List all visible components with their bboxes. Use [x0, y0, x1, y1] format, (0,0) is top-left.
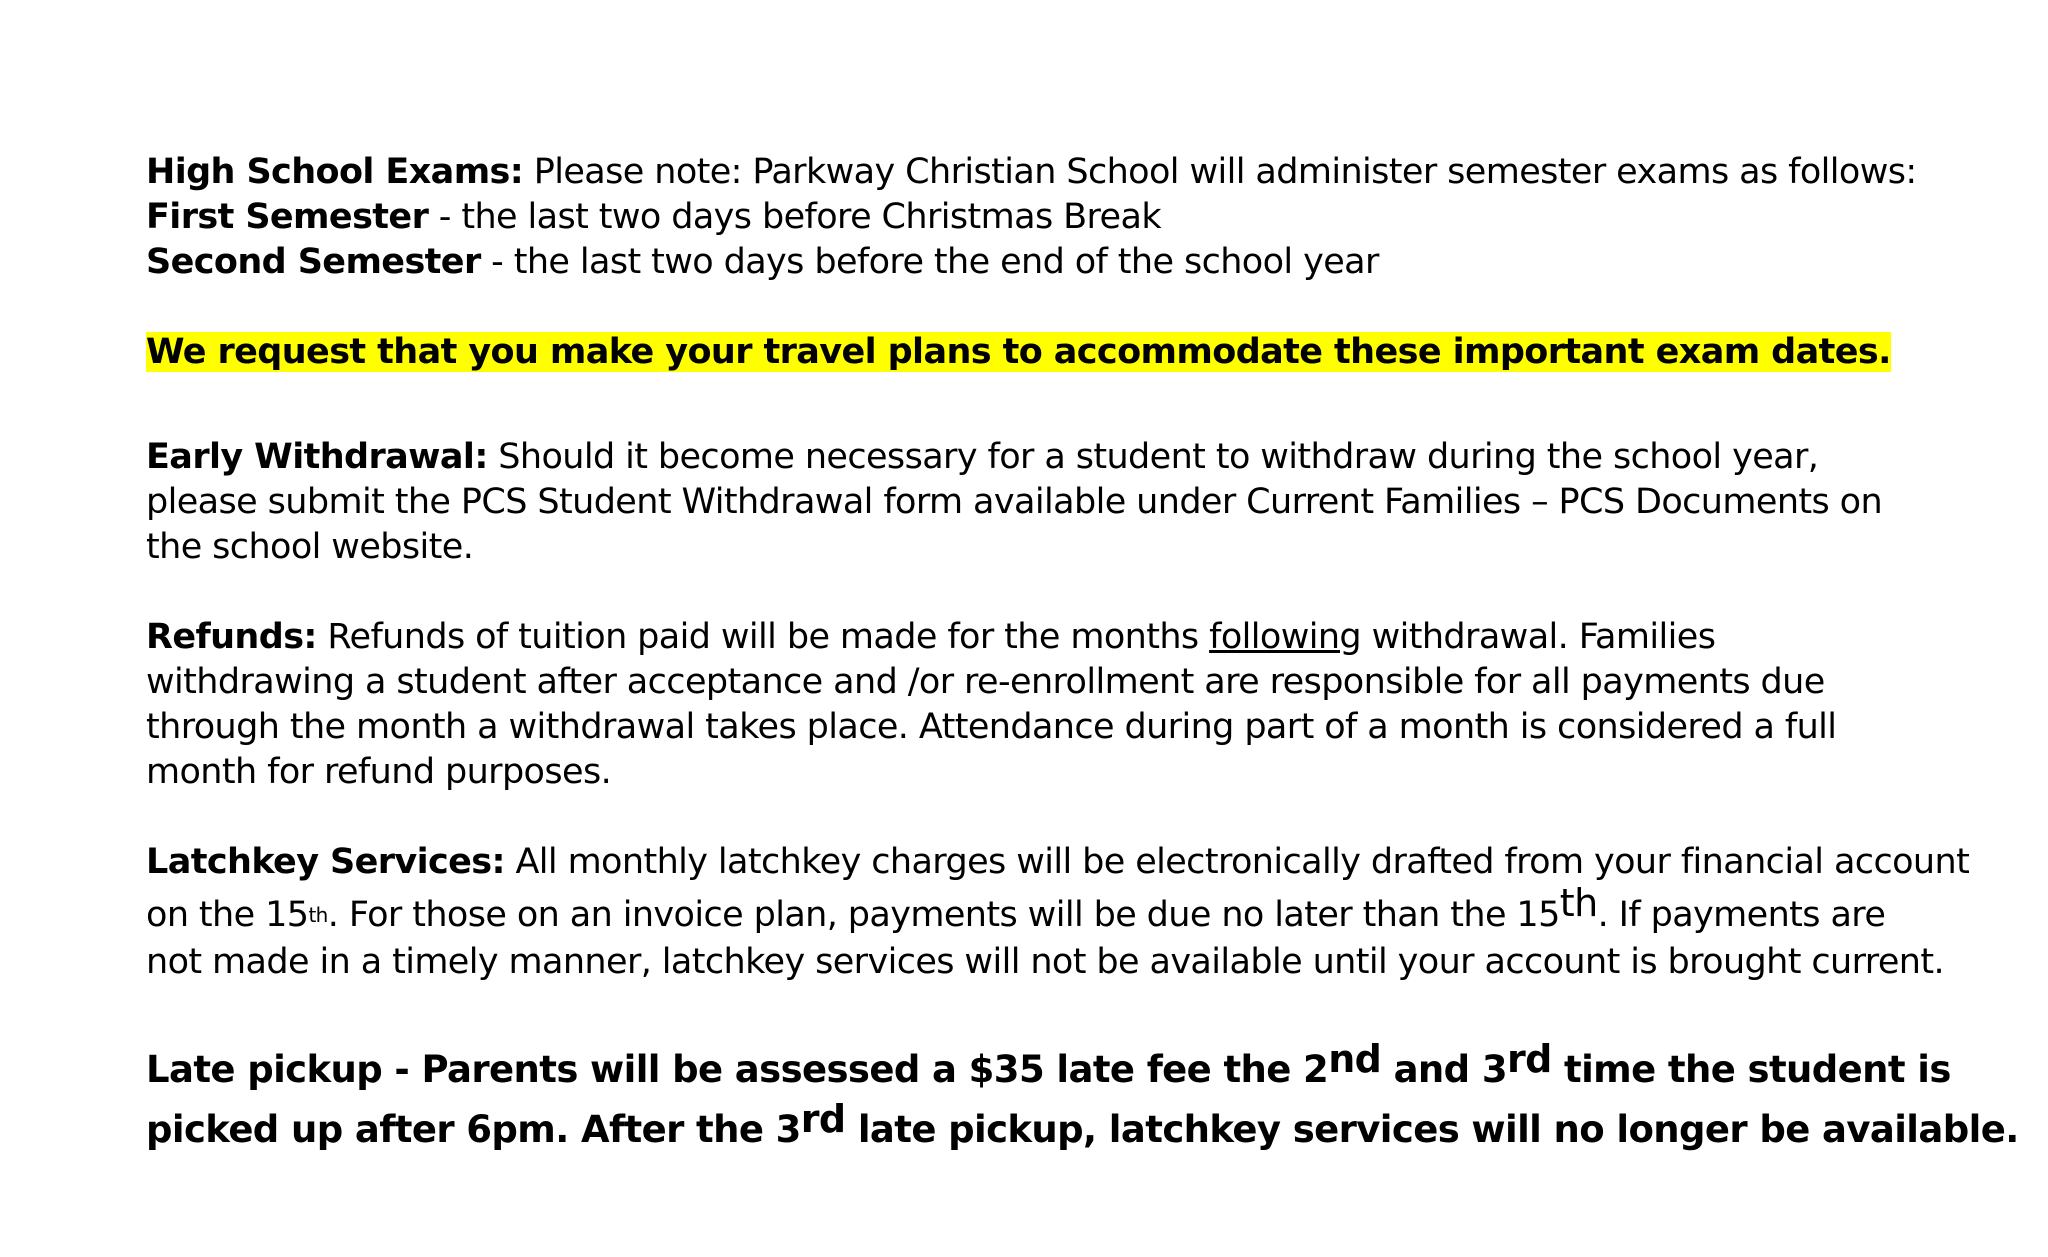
exams-line — [146, 150, 1946, 195]
exams-section — [146, 150, 1946, 285]
refunds-line-1 — [146, 615, 1946, 660]
latchkey-text-2a: on the 15 — [146, 895, 309, 935]
withdrawal-line-2: please submit the PCS Student Withdrawal form available under Current Families – PCS Documents on — [146, 482, 1883, 522]
first-semester-text: - the last two days before Christmas Break — [428, 197, 1162, 237]
late-pickup-text-1a: Late pickup - Parents will be assessed a $35 late fee the 2 — [146, 1048, 1329, 1091]
second-semester-label: Second Semester — [146, 242, 481, 282]
exams-text: Please note: Parkway Christian School will administer semester exams as follows: — [523, 152, 1917, 192]
late-pickup-text-1c: time the student is — [1551, 1048, 1951, 1091]
refunds-line-3: through the month a withdrawal takes place. Attendance during part of a month is considered a full — [146, 707, 1837, 747]
latchkey-sup-2: th — [1559, 881, 1598, 925]
withdrawal-text-1: Should it become necessary for a student to withdraw during the school year, — [487, 437, 1819, 477]
latchkey-text-2b: . For those on an invoice plan, payments will be due no later than the 15 — [327, 895, 1560, 935]
latchkey-text-2c: . If payments are — [1597, 895, 1886, 935]
refunds-section — [146, 615, 1946, 795]
withdrawal-section — [146, 435, 1946, 570]
travel-notice: We request that you make your travel plans to accommodate these important exam dates. — [146, 332, 1891, 372]
first-semester-line — [146, 195, 1946, 240]
latchkey-heading: Latchkey Services: — [146, 842, 505, 882]
refunds-line-2: withdrawing a student after acceptance and /or re-enrollment are responsible for all payments due — [146, 662, 1825, 702]
latchkey-line-2 — [146, 881, 1946, 940]
document-body — [146, 150, 2019, 1160]
latchkey-line-3: not made in a timely manner, latchkey services will not be available until your account is brought current. — [146, 942, 1944, 982]
late-pickup-section — [146, 1037, 2019, 1160]
travel-notice-line — [146, 330, 1946, 375]
late-pickup-text-1b: and 3 — [1381, 1048, 1507, 1091]
refunds-heading: Refunds: — [146, 617, 317, 657]
second-semester-line — [146, 240, 1946, 285]
withdrawal-line-3: the school website. — [146, 527, 474, 567]
late-pickup-text-2b: late pickup, latchkey services will no longer be available. — [845, 1108, 2019, 1151]
latchkey-sup-1: th — [308, 903, 328, 927]
withdrawal-line-1 — [146, 435, 1946, 480]
exams-heading: High School Exams: — [146, 152, 524, 192]
refunds-underlined-word: following — [1209, 617, 1362, 657]
refunds-text-1b: withdrawal. Families — [1361, 617, 1716, 657]
first-semester-label: First Semester — [146, 197, 429, 237]
late-pickup-sup-3: rd — [800, 1097, 846, 1141]
refunds-line-4: month for refund purposes. — [146, 752, 612, 792]
latchkey-line-1 — [146, 840, 1970, 885]
late-pickup-line-1 — [146, 1037, 1951, 1100]
withdrawal-heading: Early Withdrawal: — [146, 437, 488, 477]
late-pickup-line-2 — [146, 1097, 2019, 1160]
late-pickup-sup-1: nd — [1328, 1037, 1382, 1081]
latchkey-text-1: All monthly latchkey charges will be electronically drafted from your financial account — [504, 842, 1970, 882]
latchkey-section — [146, 840, 1970, 985]
refunds-text-1a: Refunds of tuition paid will be made for the months — [316, 617, 1210, 657]
late-pickup-sup-2: rd — [1506, 1037, 1552, 1081]
late-pickup-text-2a: picked up after 6pm. After the 3 — [146, 1108, 801, 1151]
second-semester-text: - the last two days before the end of the school year — [480, 242, 1379, 282]
